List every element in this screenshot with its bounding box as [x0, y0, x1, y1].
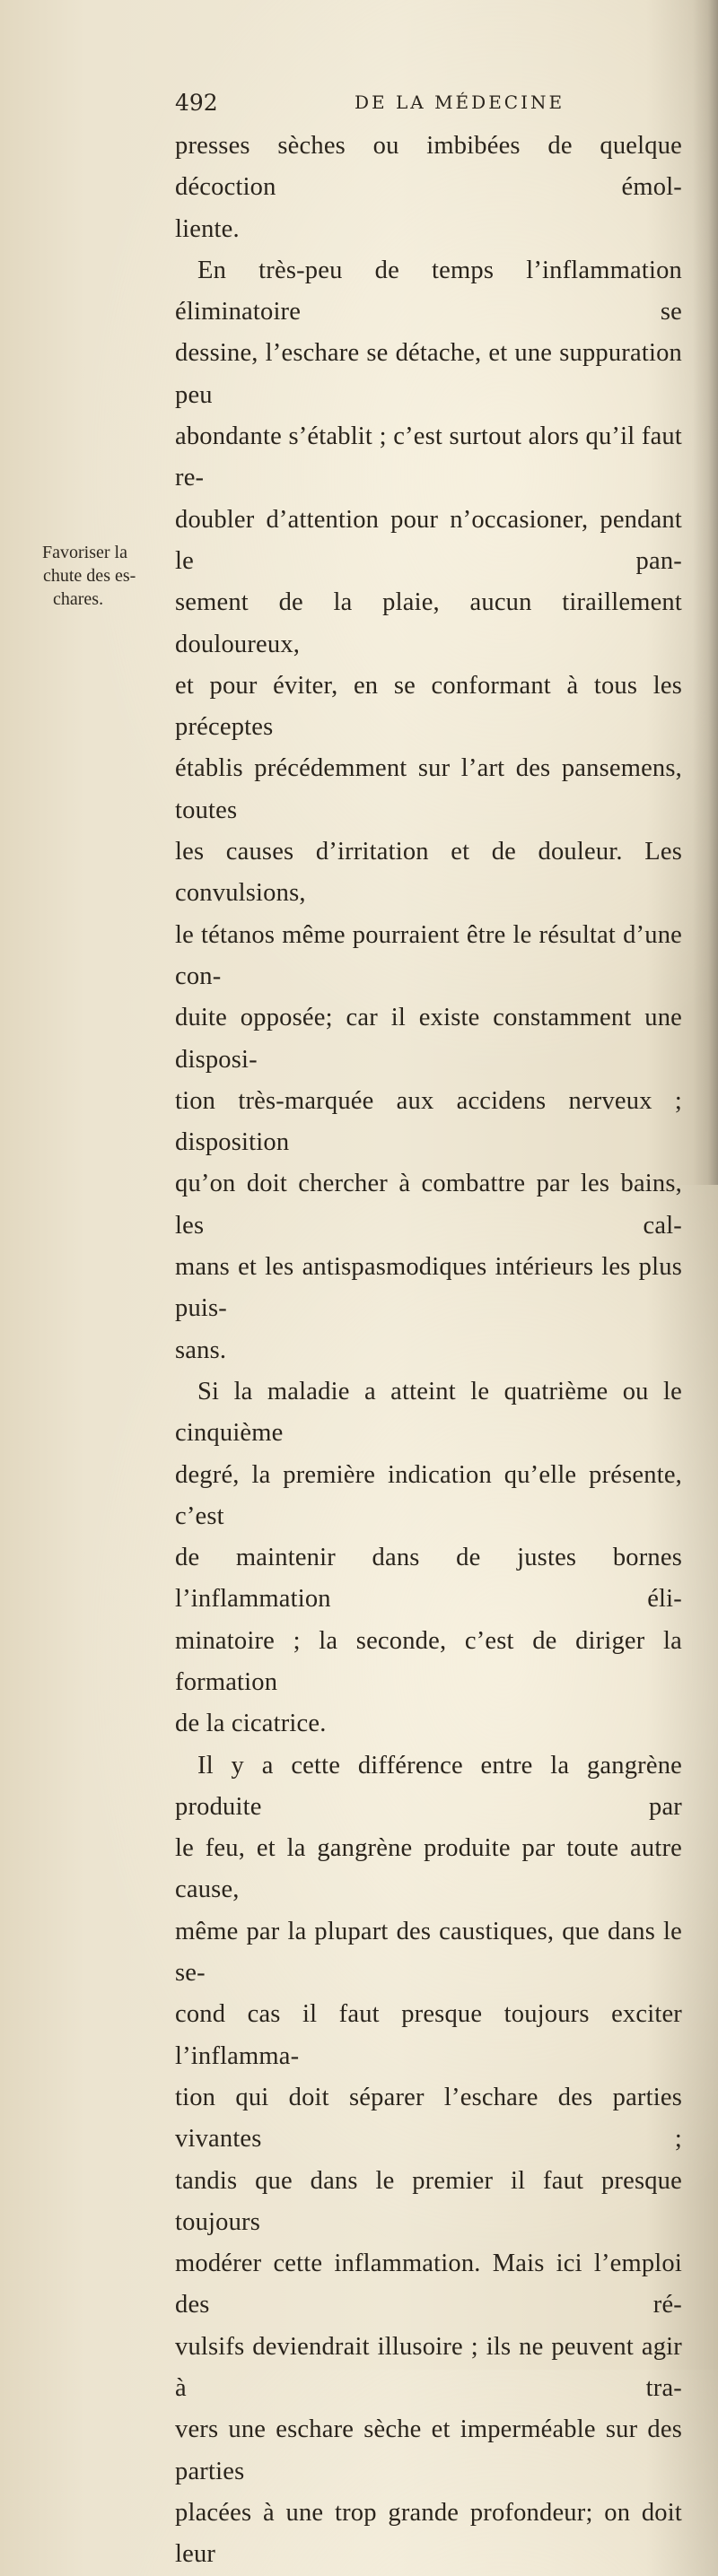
text-line: sans. — [175, 1336, 227, 1364]
text-line: dessine, l’eschare se détache, et une suppuration peu — [175, 339, 682, 409]
text-line: sement de la plaie, aucun tiraillement douloureux, — [175, 588, 682, 658]
text-line: Si la maladie a atteint le quatrième ou le cinquième — [175, 1377, 682, 1448]
text-line: degré, la première indication qu’elle présente, c’est — [175, 1460, 682, 1530]
marginal-note — [40, 541, 148, 611]
text-line: modérer cette inflammation. Mais ici l’emploi des ré- — [175, 2250, 682, 2319]
page-number: 492 — [175, 90, 218, 116]
page-edge-shadow — [693, 0, 718, 1185]
text-line: tandis que dans le premier il faut presque toujours — [175, 2166, 682, 2236]
text-line: doubler d’attention pour n’occasioner, pendant le pan- — [175, 505, 682, 575]
text-line: tion qui doit séparer l’eschare des parties vivantes ; — [175, 2083, 682, 2154]
running-head: DE LA MÉDECINE — [355, 91, 565, 113]
text-line: duite opposée; car il existe constamment une disposi- — [175, 1004, 682, 1074]
text-line: de maintenir dans de justes bornes l’inflammation éli- — [175, 1544, 682, 1614]
marginal-note-line: chares. — [53, 589, 104, 609]
text-line: établis précédemment sur l’art des pansemens, toutes — [175, 754, 682, 824]
text-line: vers une eschare sèche et imperméable sur des parties — [175, 2415, 682, 2485]
body-text — [175, 126, 682, 2576]
text-line: presses sèches ou imbibées de quelque décoction émol- — [175, 132, 682, 202]
text-line: En très-peu de temps l’inflammation éliminatoire se — [175, 256, 682, 326]
text-line: même par la plupart des caustiques, que dans le se- — [175, 1917, 682, 1988]
page-header — [175, 90, 678, 126]
text-line: les causes d’irritation et de douleur. Les convulsions, — [175, 838, 682, 908]
text-line: Il y a cette différence entre la gangrène produite par — [175, 1751, 682, 1821]
text-line: liente. — [175, 214, 240, 243]
text-line: minatoire ; la seconde, c’est de diriger la formation — [175, 1626, 682, 1696]
text-line: tion très-marquée aux accidens nerveux ; disposition — [175, 1086, 682, 1157]
text-line: qu’on doit chercher à combattre par les bains, les cal- — [175, 1170, 682, 1240]
text-line: vulsifs deviendrait illusoire ; ils ne peuvent agir à tra- — [175, 2332, 682, 2403]
marginal-note-line: chute des es- — [43, 566, 136, 586]
text-line: abondante s’établit ; c’est surtout alors qu’il faut re- — [175, 422, 682, 492]
text-line: et pour éviter, en se conformant à tous les préceptes — [175, 671, 682, 742]
text-line: cond cas il faut presque toujours exciter l’inflamma- — [175, 2000, 682, 2070]
marginal-note-line: Favoriser la — [42, 543, 127, 562]
text-line: le tétanos même pourraient être le résultat d’une con- — [175, 920, 682, 990]
text-line: de la cicatrice. — [175, 1710, 327, 1738]
text-line: placées à une trop grande profondeur; on doit leur — [175, 2498, 682, 2569]
text-line: mans et les antispasmodiques intérieurs les plus puis- — [175, 1253, 682, 1323]
text-line: le feu, et la gangrène produite par toute autre cause, — [175, 1834, 682, 1904]
